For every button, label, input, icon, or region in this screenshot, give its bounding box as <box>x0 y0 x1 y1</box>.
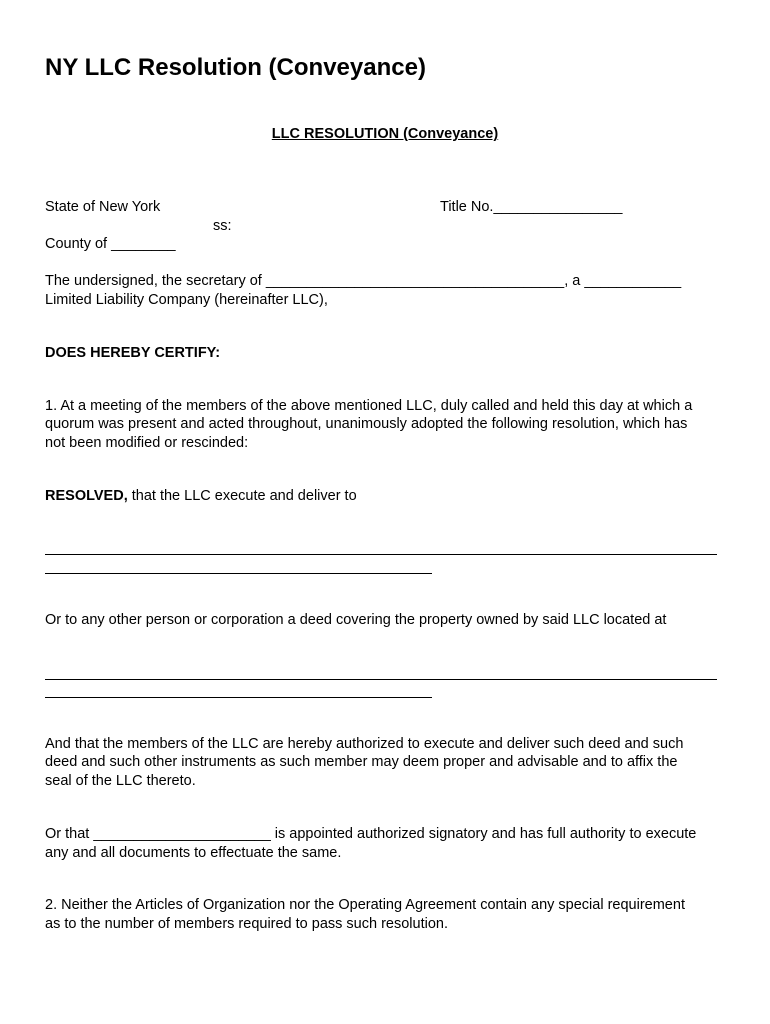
authorize-line-3: seal of the LLC thereto. <box>45 773 196 789</box>
ss-label: ss: <box>213 218 232 234</box>
county-line: County of ________ <box>45 236 176 252</box>
paragraph-2-line-2: as to the number of members required to pass such resolution. <box>45 916 448 932</box>
other-person-line: Or to any other person or corporation a deed covering the property owned by said LLC located at <box>45 612 667 628</box>
grantee-blank-line-2 <box>45 573 432 574</box>
paragraph-1-line-2: quorum was present and acted throughout, unanimously adopted the following resolution, which has <box>45 416 688 432</box>
document-title: NY LLC Resolution (Conveyance) <box>45 54 426 81</box>
certify-heading: DOES HEREBY CERTIFY: <box>45 345 221 361</box>
paragraph-2-line-1: 2. Neither the Articles of Organization nor the Operating Agreement contain any special requirement <box>45 897 685 913</box>
paragraph-1-line-3: not been modified or rescinded: <box>45 435 249 451</box>
property-blank-line-2 <box>45 697 432 698</box>
property-blank-line-1 <box>45 679 717 680</box>
state-line: State of New York <box>45 199 161 215</box>
resolved-label: RESOLVED, <box>45 488 128 504</box>
resolution-heading: LLC RESOLUTION (Conveyance) <box>271 126 499 142</box>
company-line: Limited Liability Company (hereinafter LLC), <box>45 292 328 308</box>
signatory-line-2: any and all documents to effectuate the same. <box>45 845 342 861</box>
resolved-text: that the LLC execute and deliver to <box>127 488 357 504</box>
title-number-field: Title No.________________ <box>440 199 623 215</box>
secretary-line: The undersigned, the secretary of _____________________________________, a ____________ <box>45 273 682 289</box>
paragraph-1-line-1: 1. At a meeting of the members of the above mentioned LLC, duly called and held this day at which a <box>45 398 693 414</box>
authorize-line-2: deed and such other instruments as such member may deem proper and advisable and to affix the <box>45 754 678 770</box>
signatory-line-1: Or that ______________________ is appointed authorized signatory and has full authority to execute <box>45 826 697 842</box>
authorize-line-1: And that the members of the LLC are hereby authorized to execute and deliver such deed and such <box>45 736 684 752</box>
grantee-blank-line-1 <box>45 554 717 555</box>
resolved-line <box>45 487 357 506</box>
